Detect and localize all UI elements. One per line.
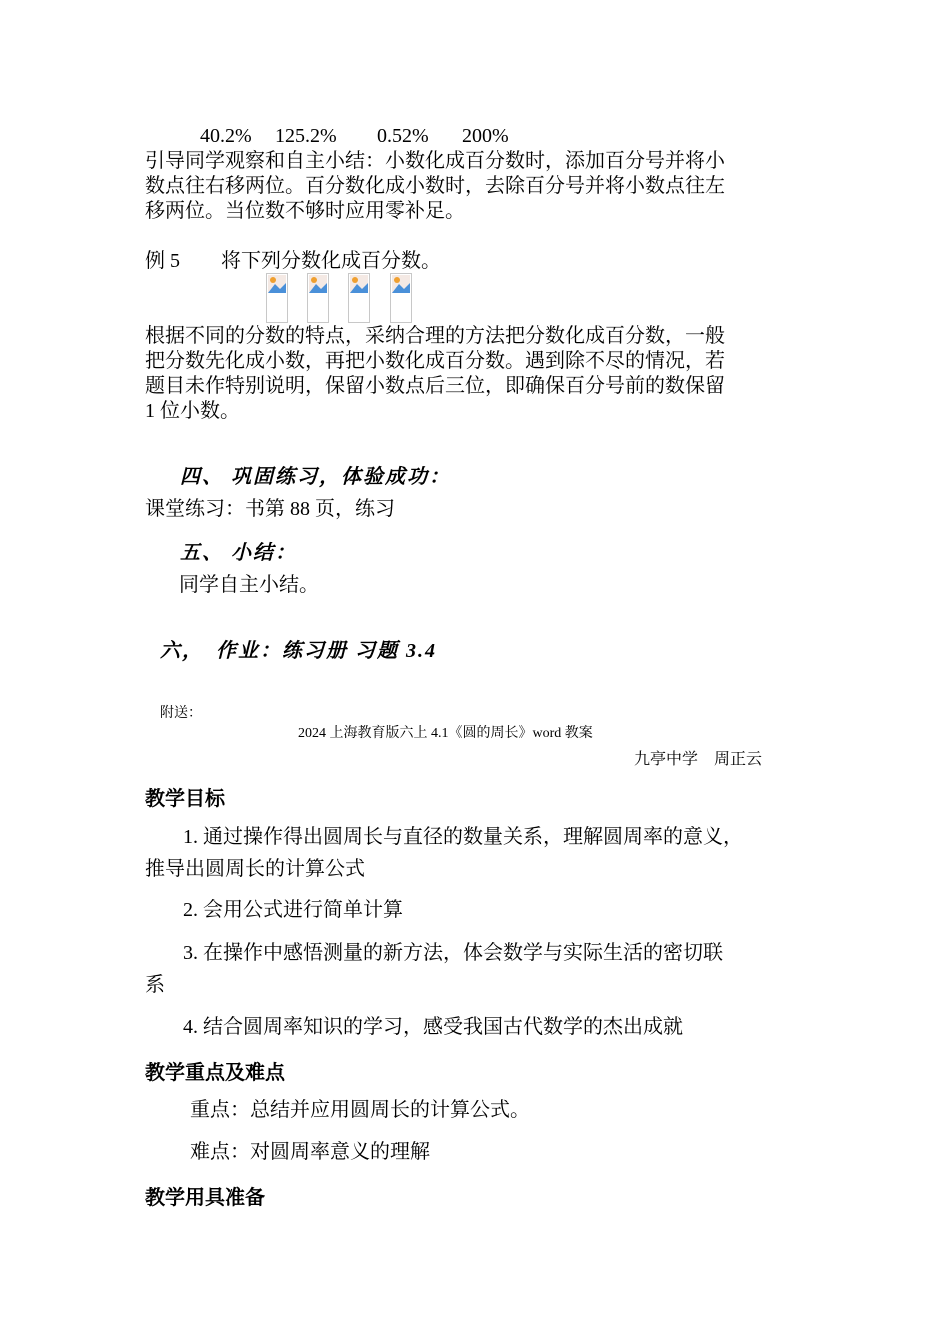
summary-line: 数点往右移两位。百分数化成小数时，去除百分号并将小数点往左 — [145, 175, 725, 197]
goal-item: 1. 通过操作得出圆周长与直径的数量关系，理解圆周率的意义， — [183, 826, 743, 848]
summary-line: 把分数先化成小数，再把小数化成百分数。遇到除不尽的情况，若 — [145, 350, 725, 372]
goal-item: 推导出圆周长的计算公式 — [145, 858, 365, 880]
percent-value: 200% — [462, 125, 509, 147]
goals-heading: 教学目标 — [145, 786, 225, 810]
self-summary-text: 同学自主小结。 — [179, 574, 319, 596]
summary-line: 1 位小数。 — [145, 400, 240, 422]
summary-line: 根据不同的分数的特点，采纳合理的方法把分数化成百分数，一般 — [145, 325, 725, 347]
image-icon — [266, 273, 288, 323]
key-point: 重点：总结并应用圆周长的计算公式。 — [190, 1099, 530, 1121]
tools-heading: 教学用具准备 — [145, 1185, 265, 1209]
author: 九亭中学 周正云 — [634, 751, 763, 768]
classwork-text: 课堂练习：书第 88 页，练习 — [145, 498, 395, 520]
percent-value: 0.52% — [377, 125, 429, 147]
keypoints-heading: 教学重点及难点 — [145, 1060, 285, 1084]
image-icon — [348, 273, 370, 323]
goal-item: 系 — [145, 974, 165, 996]
percent-value: 40.2% — [200, 125, 252, 147]
summary-line: 引导同学观察和自主小结：小数化成百分数时，添加百分号并将小 — [145, 150, 725, 172]
difficult-point: 难点：对圆周率意义的理解 — [190, 1141, 430, 1163]
summary-line: 题目未作特别说明，保留小数点后三位，即确保百分号前的数保留 — [145, 375, 725, 397]
image-icon — [390, 273, 412, 323]
image-icon — [307, 273, 329, 323]
goal-item: 2. 会用公式进行简单计算 — [183, 899, 403, 921]
goal-item: 4. 结合圆周率知识的学习，感受我国古代数学的杰出成就 — [183, 1016, 683, 1038]
appendix-label: 附送： — [160, 705, 202, 721]
section-heading: 五、 小结： — [180, 542, 297, 564]
section-heading: 四、 巩固练习，体验成功： — [180, 466, 451, 488]
goal-item: 3. 在操作中感悟测量的新方法，体会数学与实际生活的密切联 — [183, 942, 723, 964]
example-label: 例 5 — [145, 250, 180, 272]
section-heading: 六， 作业：练习册 习题 3.4 — [160, 640, 437, 662]
example-text: 将下列分数化成百分数。 — [221, 250, 441, 272]
doc-title: 2024 上海教育版六上 4.1《圆的周长》word 教案 — [298, 726, 593, 741]
percent-value: 125.2% — [275, 125, 337, 147]
summary-line: 移两位。当位数不够时应用零补足。 — [145, 200, 465, 222]
